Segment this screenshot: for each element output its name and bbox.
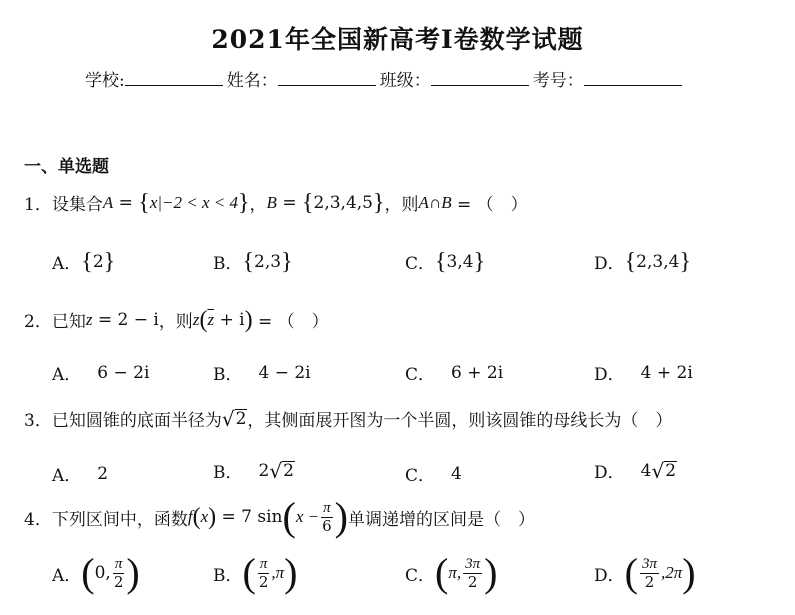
q2-number: 2． bbox=[24, 312, 52, 332]
set-close-brace: } bbox=[679, 248, 691, 275]
frac-den: 2 bbox=[258, 572, 269, 591]
option-value: 4 + 2i bbox=[640, 362, 693, 383]
q1-expression: A∩B bbox=[418, 192, 452, 212]
q3-prefix: 已知圆锥的底面半径为 bbox=[51, 411, 222, 431]
option-label: A． bbox=[52, 466, 82, 486]
q2-plus-i: + i bbox=[214, 309, 245, 330]
option-radicand: 2 bbox=[665, 460, 677, 481]
option-label: D． bbox=[594, 463, 625, 483]
q2-z: z bbox=[85, 309, 93, 329]
interval-left: 0, bbox=[94, 563, 111, 583]
q4-frac-num: π bbox=[323, 500, 331, 516]
set-open-brace: { bbox=[242, 248, 255, 275]
q1-option-a[interactable] bbox=[52, 249, 115, 274]
q2-then: ，则 bbox=[158, 312, 193, 332]
frac-num: 3π bbox=[641, 556, 657, 572]
question-3 bbox=[24, 406, 672, 431]
interval-fraction bbox=[640, 556, 659, 590]
q4-option-c[interactable] bbox=[405, 550, 498, 595]
frac-num: π bbox=[114, 556, 123, 572]
q1-set-a-name: A bbox=[102, 192, 114, 212]
set-close-brace: } bbox=[103, 248, 116, 275]
q3-option-a[interactable] bbox=[52, 461, 108, 486]
q4-option-d[interactable] bbox=[594, 550, 696, 595]
q4-fraction bbox=[321, 500, 333, 534]
q3-option-c[interactable] bbox=[405, 461, 462, 486]
option-value: 4 bbox=[451, 463, 462, 484]
option-label: D． bbox=[594, 254, 625, 274]
question-2 bbox=[24, 307, 329, 332]
class-blank bbox=[431, 71, 529, 86]
option-label: D． bbox=[594, 365, 625, 385]
option-label: A． bbox=[52, 254, 82, 274]
frac-num: π bbox=[259, 556, 268, 572]
q4-big-paren-open: ( bbox=[282, 494, 296, 539]
set-close-brace: } bbox=[281, 248, 293, 275]
option-value: 2,3,4 bbox=[636, 251, 680, 272]
interval-right: ,2π bbox=[660, 563, 683, 582]
option-label: C． bbox=[405, 466, 436, 486]
q1-option-d[interactable] bbox=[594, 249, 691, 274]
q3-number: 3． bbox=[24, 411, 52, 431]
set-open-brace: { bbox=[624, 248, 637, 275]
option-value: 2 bbox=[92, 251, 104, 272]
option-value: 2 bbox=[97, 463, 109, 484]
q1-option-b[interactable] bbox=[213, 249, 293, 274]
question-1 bbox=[24, 190, 528, 215]
option-value: 2,3 bbox=[254, 251, 282, 272]
q1-number: 1． bbox=[24, 195, 52, 215]
q1-then: ，则 bbox=[384, 195, 419, 215]
q1-set-b-body: 2,3,4,5 bbox=[313, 192, 373, 213]
q1-set-b-name: B bbox=[266, 192, 277, 212]
option-label: C． bbox=[405, 365, 436, 385]
option-radical: √ 2 bbox=[651, 458, 677, 483]
number-label: 考号： bbox=[532, 71, 584, 91]
q2-option-b[interactable] bbox=[213, 360, 311, 385]
option-label: A． bbox=[52, 365, 82, 385]
q1-prefix: 设集合 bbox=[51, 195, 103, 215]
number-blank bbox=[584, 71, 682, 86]
name-blank bbox=[278, 71, 376, 86]
option-label: C． bbox=[405, 565, 436, 586]
option-label: A． bbox=[52, 565, 82, 586]
option-label: B． bbox=[213, 565, 243, 586]
q2-option-d[interactable] bbox=[594, 360, 693, 385]
q3-radicand: 2 bbox=[235, 408, 247, 429]
option-label: B． bbox=[213, 365, 243, 385]
q3-option-d[interactable] bbox=[594, 458, 677, 483]
q2-prefix: 已知 bbox=[51, 312, 86, 332]
section-heading: 一、单选题 bbox=[24, 157, 109, 177]
interval-open: ( bbox=[81, 550, 95, 595]
interval-close: ) bbox=[126, 550, 140, 595]
q1-option-c[interactable] bbox=[405, 249, 485, 274]
school-label: 学校: bbox=[85, 71, 125, 91]
option-value: 6 + 2i bbox=[451, 362, 504, 383]
q2-option-c[interactable] bbox=[405, 360, 503, 385]
q4-frac-den: 6 bbox=[322, 516, 332, 535]
set-close-brace: } bbox=[473, 248, 486, 275]
q1-set-a-body: x|−2 < x < 4 bbox=[149, 192, 238, 212]
q4-option-b[interactable] bbox=[213, 550, 298, 595]
q4-number: 4． bbox=[24, 509, 52, 530]
frac-den: 2 bbox=[644, 572, 655, 591]
q1-set-a-open: { bbox=[138, 189, 150, 216]
q4-arg: x bbox=[200, 507, 209, 526]
q1-equals: = bbox=[113, 192, 139, 213]
page-title: 2021年全国新高考Ⅰ卷数学试题 bbox=[211, 25, 584, 54]
q1-comma: ， bbox=[249, 195, 267, 215]
q1-set-b-close: } bbox=[373, 189, 385, 216]
q4-arg-close: ) bbox=[208, 504, 217, 530]
interval-close: ) bbox=[484, 550, 498, 595]
frac-den: 2 bbox=[113, 572, 124, 591]
interval-right: ,π bbox=[271, 563, 285, 582]
q4-big-paren-close: ) bbox=[334, 494, 348, 539]
question-4 bbox=[24, 494, 535, 539]
option-label: B． bbox=[213, 254, 243, 274]
q4-inner: x − bbox=[295, 507, 320, 526]
interval-fraction bbox=[258, 556, 270, 590]
interval-open: ( bbox=[242, 550, 256, 595]
set-open-brace: { bbox=[435, 248, 447, 275]
q1-post: = （ ） bbox=[451, 195, 528, 215]
interval-left: π, bbox=[448, 563, 462, 582]
option-label: D． bbox=[594, 565, 625, 586]
name-label: 姓名： bbox=[226, 71, 278, 91]
option-radical: √ 2 bbox=[269, 458, 294, 483]
q4-function-name: f bbox=[187, 507, 193, 526]
class-label: 班级： bbox=[379, 71, 431, 91]
option-label: C． bbox=[405, 254, 436, 274]
q4-option-a[interactable] bbox=[52, 550, 140, 595]
school-blank bbox=[125, 71, 223, 86]
option-value: 4 − 2i bbox=[258, 362, 311, 383]
interval-open: ( bbox=[624, 550, 638, 595]
option-label: B． bbox=[213, 463, 243, 483]
interval-fraction bbox=[463, 556, 482, 590]
q2-paren-close: ) bbox=[244, 306, 253, 333]
interval-close: ) bbox=[682, 550, 696, 595]
q2-z-factor: z bbox=[192, 309, 200, 329]
student-info-line bbox=[85, 66, 686, 91]
q2-equation: = 2 − i bbox=[92, 309, 159, 330]
option-radicand: 2 bbox=[283, 460, 294, 481]
q4-prefix: 下列区间中，函数 bbox=[51, 509, 188, 530]
interval-open: ( bbox=[435, 550, 449, 595]
q2-z-conjugate: $\overline{z}$ bbox=[207, 309, 215, 329]
frac-num: 3π bbox=[465, 556, 481, 572]
option-coef: 4 bbox=[640, 460, 652, 481]
q4-equation: = 7 sin bbox=[216, 507, 283, 527]
frac-den: 2 bbox=[467, 572, 478, 591]
option-value: 3,4 bbox=[446, 251, 474, 272]
option-coef: 2 bbox=[258, 460, 270, 481]
q2-paren-open: ( bbox=[199, 306, 208, 333]
q2-option-a[interactable] bbox=[52, 360, 149, 385]
option-value: 6 − 2i bbox=[97, 362, 150, 383]
q1-set-b-open: { bbox=[301, 189, 314, 216]
q3-option-b[interactable] bbox=[213, 458, 295, 483]
q1-set-a-close: } bbox=[238, 189, 250, 216]
q2-post: = （ ） bbox=[252, 312, 329, 332]
set-open-brace: { bbox=[81, 248, 93, 275]
q4-arg-open: ( bbox=[192, 504, 201, 530]
interval-fraction bbox=[113, 556, 125, 590]
q4-post: 单调递增的区间是（ ） bbox=[347, 509, 535, 530]
interval-close: ) bbox=[284, 550, 298, 595]
q1-equals-b: = bbox=[276, 192, 302, 213]
q3-post: ，其侧面展开图为一个半圆，则该圆锥的母线长为（ ） bbox=[247, 411, 673, 431]
q3-radical: √ 2 bbox=[221, 406, 247, 431]
